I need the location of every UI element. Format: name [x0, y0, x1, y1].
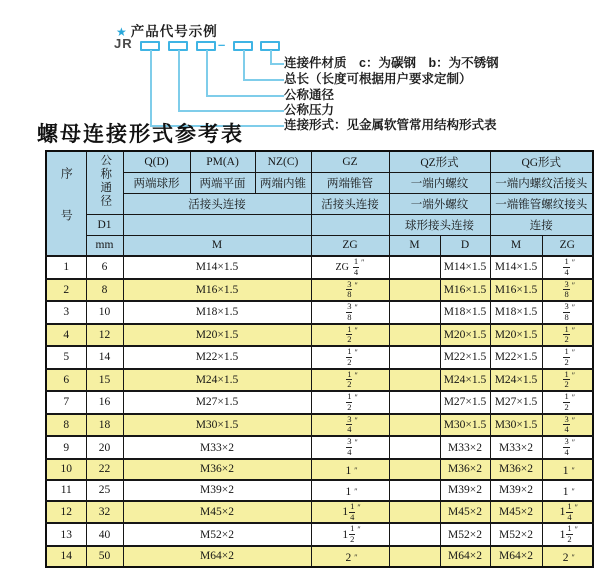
cell-qz-d: M20×1.5: [440, 324, 490, 347]
cell-dn: 16: [86, 391, 123, 414]
qg-zg-value: 1 ″: [562, 485, 575, 498]
cell-qz-d: M16×1.5: [440, 279, 490, 302]
cell-m-thread: M30×1.5: [123, 414, 311, 437]
cell-qg-zg: [542, 256, 593, 279]
header-q-sub: 两端球形: [123, 172, 190, 193]
cell-gz: [311, 324, 389, 347]
header-nz-sub: 两端内锥: [255, 172, 311, 193]
qg-zg-value: 1 2 ″: [564, 391, 576, 412]
header-col-nz: NZ(C): [255, 151, 311, 172]
cell-qz-d: M22×1.5: [440, 346, 490, 369]
fraction: 1 2: [564, 391, 569, 412]
cell-qg-zg: [542, 523, 593, 546]
diagram-label: 公称压力: [284, 103, 335, 117]
header-gz-row3: 活接头连接: [311, 193, 389, 214]
header-empty-cell: [123, 214, 311, 235]
cell-qg-m: M36×2: [490, 459, 542, 480]
cell-m-thread: M45×2: [123, 501, 311, 524]
header-empty-cell: [311, 214, 389, 235]
fraction: 1 2: [567, 523, 572, 545]
table-row: [46, 523, 593, 546]
qg-zg-value: 1 1 2 ″: [559, 523, 578, 545]
cell-m-thread: M64×2: [123, 546, 311, 567]
header-col-pm: PM(A): [190, 151, 255, 172]
cell-qg-m: M52×2: [490, 523, 542, 546]
header-qz-row3: 一端外螺纹: [389, 193, 490, 214]
cell-dn: 25: [86, 480, 123, 501]
gz-value: 2 ″: [345, 551, 358, 564]
table-row: [46, 324, 593, 347]
cell-qz-d: M52×2: [440, 523, 490, 546]
cell-seq: 13: [46, 523, 86, 546]
cell-gz: [311, 256, 389, 279]
cell-qg-m: M39×2: [490, 480, 542, 501]
code-dash: –: [218, 37, 226, 52]
cell-qz-d: M18×1.5: [440, 301, 490, 324]
cell-qz-m: [389, 546, 440, 567]
cell-qz-d: M27×1.5: [440, 391, 490, 414]
header-qg-zg-label: ZG: [542, 235, 593, 256]
cell-seq: 1: [46, 256, 86, 279]
cell-m-thread: M39×2: [123, 480, 311, 501]
cell-seq: 4: [46, 324, 86, 347]
cell-gz: [311, 414, 389, 437]
cell-seq: 7: [46, 391, 86, 414]
cell-qz-m: [389, 480, 440, 501]
cell-dn: 10: [86, 301, 123, 324]
diagram-label: 连接形式：见金属软管常用结构形式表: [284, 118, 497, 132]
cell-seq: 5: [46, 346, 86, 369]
diagram-label: 总长（长度可根据用户要求定制）: [284, 72, 472, 86]
qg-zg-value: 1 ″: [562, 464, 575, 477]
fraction: 1 2: [564, 323, 569, 345]
cell-m-thread: M33×2: [123, 436, 311, 459]
header-gz-sub: 两端锥管: [311, 172, 389, 193]
header-qg-sub: 一端内螺纹活接头: [490, 172, 593, 193]
cell-qg-m: M30×1.5: [490, 414, 542, 437]
cell-qg-zg: [542, 436, 593, 459]
cell-m-thread: M22×1.5: [123, 346, 311, 369]
cell-dn: 40: [86, 523, 123, 546]
star-icon: ★: [116, 25, 128, 39]
qg-zg-value: 1 2 ″: [564, 346, 576, 367]
cell-gz: [311, 480, 389, 501]
fraction: 1 4: [350, 500, 355, 522]
cell-qz-d: M14×1.5: [440, 256, 490, 279]
cell-qz-d: M39×2: [440, 480, 490, 501]
header-qpn-row3: 活接头连接: [123, 193, 311, 214]
cell-dn: 32: [86, 501, 123, 524]
table-row: [46, 346, 593, 369]
header-qz-m-label: M: [389, 235, 440, 256]
gz-value: 1 2 ″: [347, 391, 358, 412]
fraction: 3 8: [347, 278, 352, 300]
table-row: [46, 256, 593, 279]
header-qg-row4: 连接: [490, 214, 593, 235]
cell-qg-zg: [542, 546, 593, 567]
diagram-label: 公称通径: [284, 88, 335, 102]
cell-m-thread: M20×1.5: [123, 324, 311, 347]
table-row: [46, 301, 593, 324]
header-pm-sub: 两端平面: [190, 172, 255, 193]
qg-zg-value: 1 4 ″: [564, 256, 576, 277]
header-qz-d-label: D: [440, 235, 490, 256]
gz-value: 3 4 ″: [347, 413, 358, 435]
cell-qz-m: [389, 346, 440, 369]
fraction: 1 4: [567, 500, 572, 522]
table-row: [46, 279, 593, 302]
fraction: 1 2: [347, 391, 352, 412]
cell-qz-m: [389, 523, 440, 546]
cell-dn: 8: [86, 279, 123, 302]
cell-gz: [311, 301, 389, 324]
fraction: 1 4: [353, 256, 359, 277]
cell-qg-m: M64×2: [490, 546, 542, 567]
table-header: [46, 151, 593, 256]
cell-qz-d: M33×2: [440, 436, 490, 459]
fraction: 3 4: [564, 436, 569, 458]
header-qz-row4: 球形接头连接: [389, 214, 490, 235]
cell-qg-m: M24×1.5: [490, 369, 542, 392]
cell-qz-m: [389, 256, 440, 279]
cell-qg-m: M18×1.5: [490, 301, 542, 324]
cell-qg-m: M16×1.5: [490, 279, 542, 302]
cell-m-thread: M14×1.5: [123, 256, 311, 279]
fraction: 3 8: [564, 301, 569, 322]
cell-qg-zg: [542, 346, 593, 369]
cell-seq: 2: [46, 279, 86, 302]
cell-gz: [311, 346, 389, 369]
gz-value: 1 2 ″: [347, 368, 358, 390]
cell-m-thread: M18×1.5: [123, 301, 311, 324]
fraction: 3 4: [347, 436, 352, 458]
cell-qz-d: M64×2: [440, 546, 490, 567]
cell-dn: 20: [86, 436, 123, 459]
cell-seq: 11: [46, 480, 86, 501]
fraction: 3 4: [564, 413, 569, 435]
fraction: 1 2: [347, 323, 352, 345]
cell-qg-m: M20×1.5: [490, 324, 542, 347]
fraction: 1 2: [564, 346, 569, 367]
qg-zg-value: 1 2 ″: [564, 368, 576, 390]
fraction: 1 4: [564, 256, 569, 277]
cell-gz: [311, 523, 389, 546]
qg-zg-value: 3 4 ″: [564, 413, 576, 435]
cell-qg-zg: [542, 414, 593, 437]
qg-zg-value: 1 1 4 ″: [559, 500, 578, 522]
cell-gz: [311, 546, 389, 567]
fraction: 1 2: [347, 368, 352, 390]
cell-m-thread: M36×2: [123, 459, 311, 480]
header-col-gz: GZ: [311, 151, 389, 172]
qg-zg-value: 3 8 ″: [564, 278, 576, 300]
header-dn: 公称通径: [86, 151, 123, 214]
code-prefix: JR: [114, 36, 133, 51]
cell-dn: 50: [86, 546, 123, 567]
cell-seq: 9: [46, 436, 86, 459]
diagram-title-text: 产品代号示例: [130, 24, 218, 39]
header-seq: 序号: [46, 151, 86, 256]
cell-qz-m: [389, 391, 440, 414]
gz-value: 3 4 ″: [347, 436, 358, 458]
gz-value: 3 8 ″: [347, 278, 358, 300]
cell-gz: [311, 391, 389, 414]
header-mm: mm: [86, 235, 123, 256]
header-d1: D1: [86, 214, 123, 235]
cell-gz: [311, 501, 389, 524]
cell-seq: 12: [46, 501, 86, 524]
fraction: 3 4: [347, 413, 352, 435]
qg-zg-value: 1 2 ″: [564, 323, 576, 345]
cell-qg-m: M14×1.5: [490, 256, 542, 279]
header-qg-m-label: M: [490, 235, 542, 256]
header-col-qg: QG形式: [490, 151, 593, 172]
cell-dn: 14: [86, 346, 123, 369]
table-row: [46, 436, 593, 459]
cell-dn: 12: [86, 324, 123, 347]
header-qz-sub: 一端内螺纹: [389, 172, 490, 193]
fraction: 1 2: [564, 368, 569, 390]
cell-qg-zg: [542, 480, 593, 501]
header-zg-label: ZG: [311, 235, 389, 256]
gz-value: 1 2 ″: [347, 323, 358, 345]
diagram-label: 连接件材质 c：为碳钢 b：为不锈钢: [284, 56, 499, 70]
cell-qz-m: [389, 324, 440, 347]
cell-dn: 22: [86, 459, 123, 480]
cell-qz-d: M36×2: [440, 459, 490, 480]
cell-qz-m: [389, 436, 440, 459]
table-row: [46, 391, 593, 414]
gz-value: 3 8 ″: [347, 301, 358, 322]
cell-qg-m: M33×2: [490, 436, 542, 459]
fraction: 3 8: [564, 278, 569, 300]
gz-value: 1 1 4 ″: [342, 500, 361, 522]
cell-qg-m: M22×1.5: [490, 346, 542, 369]
table-row: [46, 369, 593, 392]
qg-zg-value: 3 4 ″: [564, 436, 576, 458]
cell-dn: 15: [86, 369, 123, 392]
cell-qg-m: M27×1.5: [490, 391, 542, 414]
cell-qz-m: [389, 459, 440, 480]
table-row: [46, 459, 593, 480]
cell-seq: 6: [46, 369, 86, 392]
cell-qg-zg: [542, 391, 593, 414]
fraction: 1 2: [350, 523, 355, 545]
gz-value: 1 2 ″: [347, 346, 358, 367]
header-qg-row3: 一端锥管螺纹接头: [490, 193, 593, 214]
table-row: [46, 480, 593, 501]
cell-qg-m: M45×2: [490, 501, 542, 524]
header-col-qz: QZ形式: [389, 151, 490, 172]
table-title: 螺母连接形式参考表: [37, 122, 244, 146]
cell-m-thread: M16×1.5: [123, 279, 311, 302]
cell-seq: 10: [46, 459, 86, 480]
nut-connection-table: [45, 150, 594, 568]
qg-zg-value: 2 ″: [562, 551, 575, 564]
cell-dn: 18: [86, 414, 123, 437]
cell-m-thread: M24×1.5: [123, 369, 311, 392]
cell-qz-m: [389, 414, 440, 437]
cell-qz-m: [389, 369, 440, 392]
cell-seq: 3: [46, 301, 86, 324]
cell-seq: 14: [46, 546, 86, 567]
fraction: 1 2: [347, 346, 352, 367]
fraction: 3 8: [347, 301, 352, 322]
table-row: [46, 501, 593, 524]
cell-qg-zg: [542, 459, 593, 480]
cell-gz: [311, 369, 389, 392]
cell-qg-zg: [542, 369, 593, 392]
cell-qg-zg: [542, 501, 593, 524]
cell-gz: [311, 459, 389, 480]
cell-qz-d: M24×1.5: [440, 369, 490, 392]
cell-gz: [311, 436, 389, 459]
table-row: [46, 414, 593, 437]
gz-value: 1 ″: [345, 464, 358, 477]
gz-value: 1 ″: [345, 485, 358, 498]
cell-qz-d: M30×1.5: [440, 414, 490, 437]
cell-qg-zg: [542, 324, 593, 347]
cell-qz-m: [389, 279, 440, 302]
qg-zg-value: 3 8 ″: [564, 301, 576, 322]
cell-gz: [311, 279, 389, 302]
gz-value: ZG 1 4 ″: [335, 256, 365, 277]
gz-value: 1 1 2 ″: [342, 523, 361, 545]
cell-qg-zg: [542, 279, 593, 302]
cell-qg-zg: [542, 301, 593, 324]
cell-qz-m: [389, 501, 440, 524]
cell-qz-m: [389, 301, 440, 324]
cell-m-thread: M27×1.5: [123, 391, 311, 414]
table-row: [46, 546, 593, 567]
cell-dn: 6: [86, 256, 123, 279]
cell-m-thread: M52×2: [123, 523, 311, 546]
header-col-q: Q(D): [123, 151, 190, 172]
connector-line: [150, 50, 284, 127]
header-m-label: M: [123, 235, 311, 256]
cell-qz-d: M45×2: [440, 501, 490, 524]
table-body: [46, 256, 593, 567]
cell-seq: 8: [46, 414, 86, 437]
